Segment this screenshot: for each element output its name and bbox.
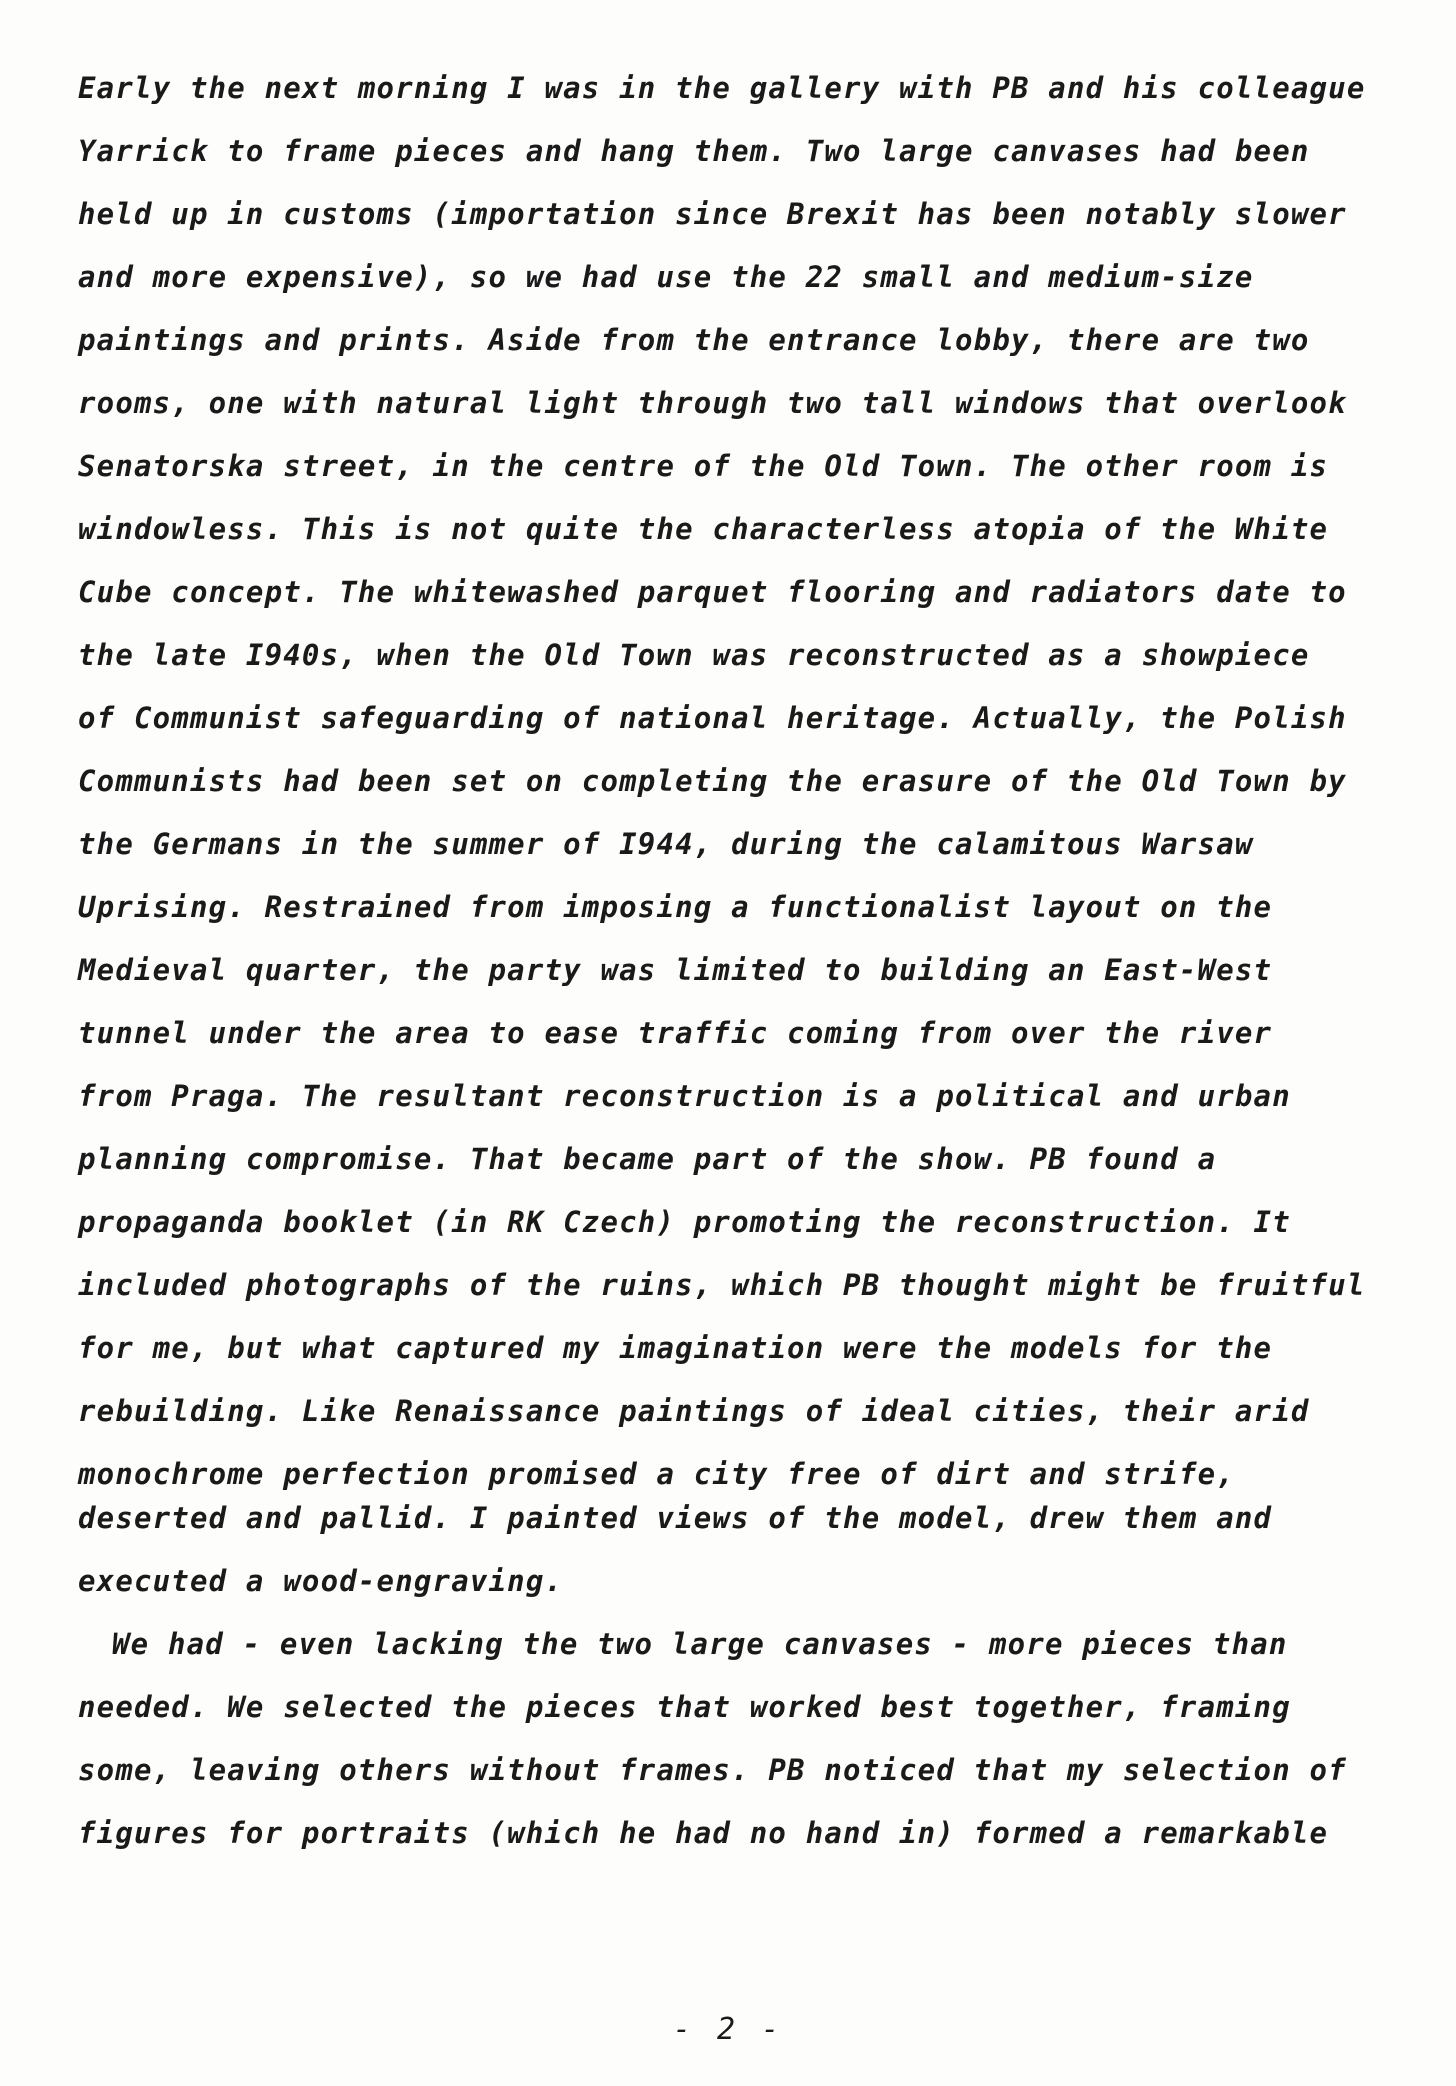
- text-line: Cube concept. The whitewashed parquet flooring and radiators date to: [78, 575, 1347, 609]
- text-line: the late I940s, when the Old Town was reconstructed as a showpiece: [78, 638, 1310, 672]
- text-line: of Communist safeguarding of national heritage. Actually, the Polish: [78, 701, 1347, 735]
- text-line: propaganda booklet (in RK Czech) promoting the reconstruction. It: [78, 1205, 1291, 1239]
- text-line: some, leaving others without frames. PB noticed that my selection of: [78, 1753, 1347, 1787]
- paragraph-2: [78, 1624, 1408, 1876]
- text-line: windowless. This is not quite the characterless atopia of the White: [78, 512, 1329, 546]
- text-line: paintings and prints. Aside from the entrance lobby, there are two: [78, 323, 1310, 357]
- text-line: needed. We selected the pieces that worked best together, framing: [78, 1690, 1291, 1724]
- text-line: Senatorska street, in the centre of the Old Town. The other room is: [78, 449, 1329, 483]
- text-line: the Germans in the summer of I944, during the calamitous Warsaw: [78, 827, 1254, 861]
- paragraph-1: [78, 68, 1408, 1624]
- text-line: rooms, one with natural light through two tall windows that overlook: [78, 386, 1347, 420]
- text-line: tunnel under the area to ease traffic coming from over the river: [78, 1016, 1273, 1050]
- text-line: and more expensive), so we had use the 22 small and medium-size: [78, 260, 1254, 294]
- text-line: planning compromise. That became part of the show. PB found a: [78, 1142, 1217, 1176]
- body-text: [78, 68, 1408, 1876]
- text-line: held up in customs (importation since Brexit has been notably slower: [78, 197, 1347, 231]
- text-line: for me, but what captured my imagination were the models for the: [78, 1331, 1273, 1365]
- page-number: - 2 -: [672, 2012, 784, 2047]
- text-line: figures for portraits (which he had no hand in) formed a remarkable: [78, 1816, 1329, 1850]
- text-line: Medieval quarter, the party was limited to building an East-West: [78, 953, 1273, 987]
- text-line: from Praga. The resultant reconstruction is a political and urban: [78, 1079, 1291, 1113]
- text-line: Communists had been set on completing the erasure of the Old Town by: [78, 764, 1347, 798]
- text-line: rebuilding. Like Renaissance paintings of ideal cities, their arid: [78, 1394, 1310, 1428]
- text-line: Early the next morning I was in the gallery with PB and his colleague: [78, 71, 1366, 105]
- text-line: Yarrick to frame pieces and hang them. Two large canvases had been: [78, 134, 1310, 168]
- text-line: deserted and pallid. I painted views of the model, drew them and: [78, 1501, 1273, 1535]
- text-line: included photographs of the ruins, which PB thought might be fruitful: [78, 1268, 1366, 1302]
- text-line: Uprising. Restrained from imposing a functionalist layout on the: [78, 890, 1273, 924]
- text-line: monochrome perfection promised a city free of dirt and strife,: [78, 1457, 1235, 1491]
- text-line: We had - even lacking the two large canvases - more pieces than: [112, 1627, 1288, 1661]
- text-line: executed a wood-engraving.: [78, 1564, 564, 1598]
